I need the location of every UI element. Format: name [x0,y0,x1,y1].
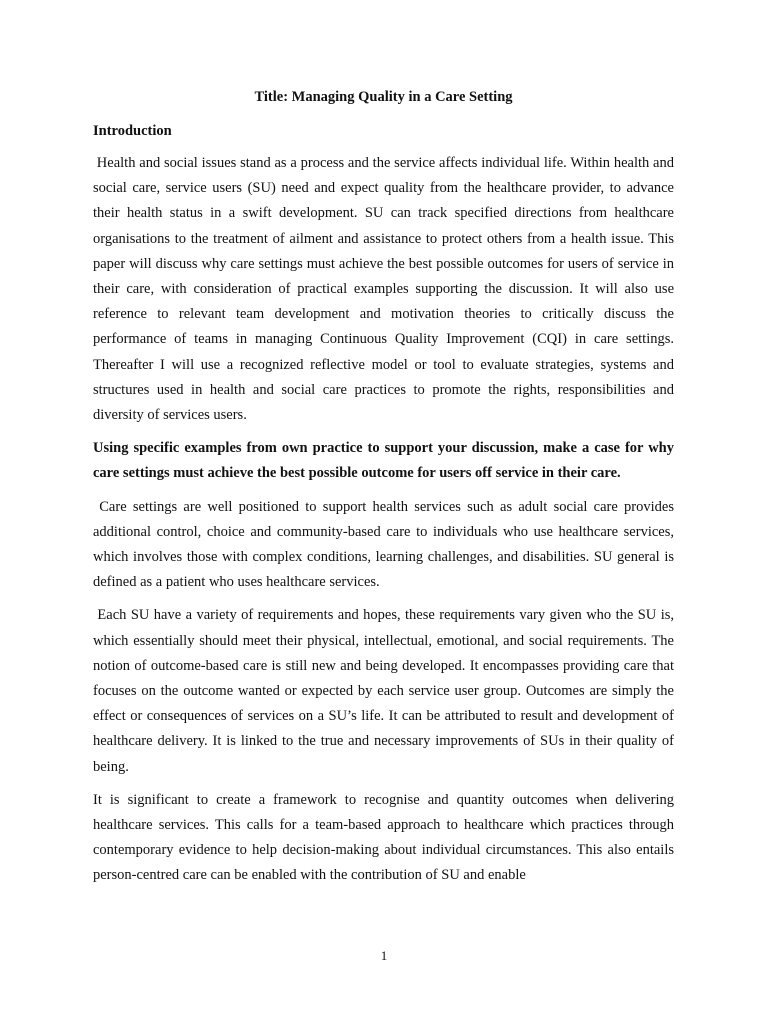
document-body [93,87,674,897]
paragraph-su-requirements: Each SU have a variety of requirements and hopes, these requirements vary given who the SU is, which essentially should meet their physical, intellectual, emotional, and social requirements. The notion of outcome-based care is still new and being developed. It encompasses providing care that focuses on the outcome wanted or expected by each service user group. Outcomes are simply the effect or consequences of services on a SU’s life. It can be attributed to result and development of healthcare delivery. It is linked to the true and necessary improvements of SUs in their quality of being. [93,607,674,775]
page-number: 1 [380,948,388,963]
paragraph-framework: It is significant to create a framework to recognise and quantity outcomes when delivering healthcare services. This calls for a team-based approach to healthcare which practices through contemporary evidence to help decision-making about individual circumstances. This also entails person-centred care can be enabled with the contribution of SU and enable [93,791,674,884]
paragraph-introduction: Health and social issues stand as a process and the service affects individual life. Within health and social care, service users (SU) need and expect quality from the healthcare provider, to advance their health status in a swift development. SU can track specified directions from healthcare organisations to the treatment of ailment and assistance to protect others from a health issue. This paper will discuss why care settings must achieve the best possible outcomes for users of service in their care, with consideration of practical examples supporting the discussion. It will also use reference to relevant team development and motivation theories to critically discuss the performance of teams in managing Continuous Quality Improvement (CQI) in care settings. Thereafter I will use a recognized reflective model or tool to evaluate strategies, systems and structures used in health and social care practices to promote the rights, responsibilities and diversity of services users. [93,155,674,424]
document-title: Title: Managing Quality in a Care Setting [254,89,513,105]
section-heading-introduction: Introduction [93,123,172,139]
paragraph-care-settings: Care settings are well positioned to support health services such as adult social care provides additional control, choice and community-based care to individuals who use healthcare services, which involves those with complex conditions, learning challenges, and disabilities. SU general is defined as a patient who uses healthcare services. [93,498,674,591]
paragraph-question-heading: Using specific examples from own practice to support your discussion, make a case for why care settings must achieve the best possible outcome for users off service in their care. [93,440,674,482]
